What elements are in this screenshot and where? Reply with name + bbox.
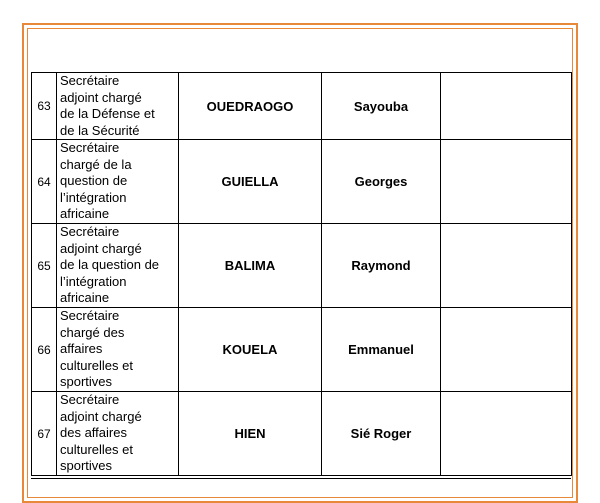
first-name: Emmanuel <box>322 308 441 392</box>
last-name: GUIELLA <box>179 140 322 224</box>
position-title <box>57 140 179 224</box>
title-line: affaires <box>60 341 103 357</box>
last-name: BALIMA <box>179 224 322 308</box>
last-name: KOUELA <box>179 308 322 392</box>
roster-table <box>31 72 572 476</box>
row-number: 63 <box>32 73 57 140</box>
title-line: Secrétaire <box>60 140 120 156</box>
title-line: sportives <box>60 458 113 474</box>
table-row <box>32 224 572 308</box>
row-number: 66 <box>32 308 57 392</box>
title-line: de la Sécurité <box>60 122 140 138</box>
title-line: question de <box>60 173 128 189</box>
title-line: culturelles et <box>60 357 133 373</box>
last-name: HIEN <box>179 392 322 476</box>
title-line: l’intégration <box>60 189 127 205</box>
first-name: Raymond <box>322 224 441 308</box>
table-row <box>32 392 572 476</box>
title-line: de la question de <box>60 257 160 273</box>
position-title <box>57 73 179 140</box>
empty-cell <box>441 308 572 392</box>
title-line: sportives <box>60 374 113 390</box>
first-name: Georges <box>322 140 441 224</box>
table-row <box>32 308 572 392</box>
empty-cell <box>441 224 572 308</box>
title-line: culturelles et <box>60 441 133 457</box>
empty-cell <box>441 73 572 140</box>
title-line: l’intégration <box>60 273 127 289</box>
position-title <box>57 392 179 476</box>
last-name: OUEDRAOGO <box>179 73 322 140</box>
row-number: 65 <box>32 224 57 308</box>
title-line: africaine <box>60 290 110 306</box>
title-line: adjoint chargé <box>60 89 142 105</box>
first-name: Sayouba <box>322 73 441 140</box>
title-line: des affaires <box>60 425 127 441</box>
table-row <box>32 73 572 140</box>
title-line: Secrétaire <box>60 73 120 88</box>
title-line: Secrétaire <box>60 308 120 324</box>
title-line: chargé de la <box>60 156 132 172</box>
empty-cell <box>441 392 572 476</box>
position-title <box>57 308 179 392</box>
row-number: 64 <box>32 140 57 224</box>
row-number: 67 <box>32 392 57 476</box>
title-line: Secrétaire <box>60 224 120 240</box>
title-line: chargé des <box>60 324 125 340</box>
title-line: Secrétaire <box>60 392 120 408</box>
empty-cell <box>441 140 572 224</box>
table-row <box>32 140 572 224</box>
title-line: de la Défense et <box>60 106 155 121</box>
next-section-border <box>31 478 571 489</box>
first-name: Sié Roger <box>322 392 441 476</box>
title-line: africaine <box>60 206 110 222</box>
title-line: adjoint chargé <box>60 408 142 424</box>
title-line: adjoint chargé <box>60 240 142 256</box>
position-title <box>57 224 179 308</box>
